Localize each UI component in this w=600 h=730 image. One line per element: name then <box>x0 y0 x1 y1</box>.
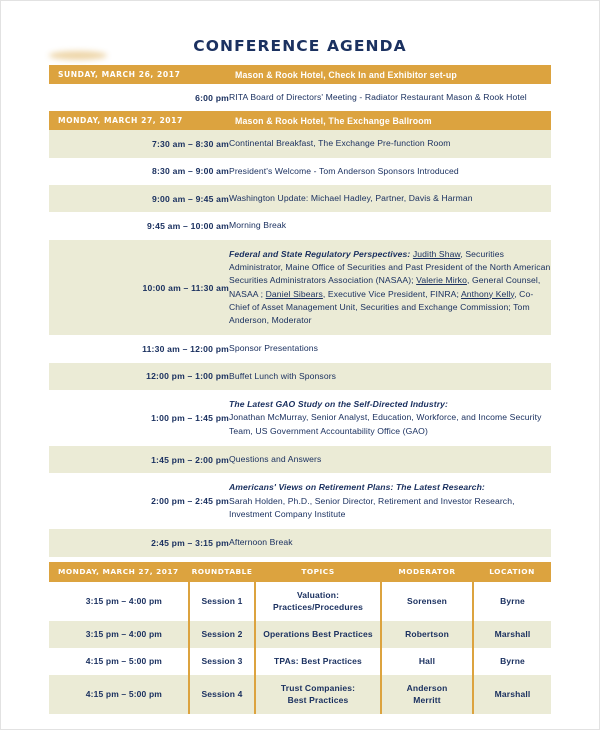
roundtable-session: Session 2 <box>189 621 255 648</box>
agenda-speaker-name: Anthony Kelly <box>460 288 515 299</box>
agenda-row-description: President's Welcome - Tom Anderson Sponsors Introduced <box>229 158 551 185</box>
agenda-row-time: 7:30 am – 8:30 am <box>49 130 229 157</box>
roundtable-session: Session 3 <box>189 648 255 675</box>
agenda-row-time: 6:00 pm <box>49 84 229 111</box>
agenda-row-time: 8:30 am – 9:00 am <box>49 158 229 185</box>
agenda-row-time: 1:45 pm – 2:00 pm <box>49 446 229 473</box>
agenda-row-description: RITA Board of Directors' Meeting - Radiator Restaurant Mason & Rook Hotel <box>229 84 551 111</box>
roundtable-moderator: Hall <box>381 648 473 675</box>
agenda-session-detail: , Executive Vice President, FINRA; <box>322 288 461 299</box>
table-row <box>49 648 551 675</box>
roundtable-time: 3:15 pm – 4:00 pm <box>49 621 189 648</box>
roundtable-topic: Valuation: Practices/Procedures <box>255 582 381 622</box>
roundtable-session: Session 4 <box>189 675 255 715</box>
roundtable-body <box>49 562 551 715</box>
agenda-day-band <box>49 111 551 130</box>
agenda-row-time: 2:45 pm – 3:15 pm <box>49 529 229 556</box>
table-row <box>49 582 551 622</box>
roundtable-column-header: ROUNDTABLE <box>189 562 255 582</box>
agenda-day-location: Mason & Rook Hotel, The Exchange Ballroom <box>229 111 551 130</box>
agenda-row-description: Washington Update: Michael Hadley, Partner, Davis & Harman <box>229 185 551 212</box>
roundtable-column-header: MODERATOR <box>381 562 473 582</box>
agenda-row <box>49 185 551 212</box>
agenda-row-description: Sponsor Presentations <box>229 335 551 362</box>
agenda-speaker-name: Judith Shaw <box>412 248 461 259</box>
roundtable-location: Byrne <box>473 648 551 675</box>
agenda-row-description <box>229 473 551 529</box>
agenda-session-detail: , General Counsel, NASAA ; <box>229 275 541 299</box>
agenda-speaker-name: Valerie Mirko <box>416 275 467 286</box>
page-title: CONFERENCE AGENDA <box>193 37 407 55</box>
agenda-session-detail: , Co-Chief of Asset Management Unit, Securities and Exchange Commission; Tom Anderson, Moderator <box>229 288 534 326</box>
roundtable-column-header: MONDAY, MARCH 27, 2017 <box>49 562 189 582</box>
roundtable-time: 4:15 pm – 5:00 pm <box>49 648 189 675</box>
agenda-row <box>49 212 551 239</box>
roundtable-table <box>49 562 551 715</box>
agenda-row-description <box>229 390 551 446</box>
agenda-row <box>49 446 551 473</box>
roundtable-location: Byrne <box>473 582 551 622</box>
agenda-speaker-name: Daniel Sibears <box>265 288 323 299</box>
agenda-day-date: SUNDAY, MARCH 26, 2017 <box>49 65 229 84</box>
agenda-session-detail: Jonathan McMurray, Senior Analyst, Education, Workforce, and Income Security Team, US Government Accountability Office (GAO) <box>229 412 542 436</box>
agenda-row <box>49 335 551 362</box>
agenda-row-description: Continental Breakfast, The Exchange Pre-function Room <box>229 130 551 157</box>
agenda-row <box>49 240 551 336</box>
roundtable-topic: Trust Companies: Best Practices <box>255 675 381 715</box>
agenda-row <box>49 363 551 390</box>
agenda-row-description: Afternoon Break <box>229 529 551 556</box>
roundtable-column-header: LOCATION <box>473 562 551 582</box>
agenda-row <box>49 390 551 446</box>
roundtable-topic: Operations Best Practices <box>255 621 381 648</box>
agenda-session-detail: , Securities Administrator, Maine Office of Securities and Past President of the North American Securities Administrators Association (NASAA); <box>229 248 551 286</box>
agenda-row <box>49 529 551 556</box>
agenda-row-description: Morning Break <box>229 212 551 239</box>
roundtable-moderator: Anderson Merritt <box>381 675 473 715</box>
agenda-day-band <box>49 65 551 84</box>
agenda-row <box>49 84 551 111</box>
title-section <box>1 1 599 65</box>
agenda-row <box>49 130 551 157</box>
agenda-row-time: 2:00 pm – 2:45 pm <box>49 473 229 529</box>
agenda-session-detail: Sarah Holden, Ph.D., Senior Director, Retirement and Investor Research, Investment Company Institute <box>229 495 515 519</box>
agenda-body <box>49 65 551 562</box>
agenda-session-heading: The Latest GAO Study on the Self-Directed Industry: <box>229 399 449 410</box>
roundtable-moderator: Robertson <box>381 621 473 648</box>
agenda-session-heading: Americans' Views on Retirement Plans: The Latest Research: <box>229 482 485 493</box>
agenda-row-description: Questions and Answers <box>229 446 551 473</box>
agenda-day-date: MONDAY, MARCH 27, 2017 <box>49 111 229 130</box>
agenda-table <box>49 65 551 562</box>
agenda-row-time: 1:00 pm – 1:45 pm <box>49 390 229 446</box>
agenda-sheet <box>1 1 599 729</box>
agenda-row-time: 10:00 am – 11:30 am <box>49 240 229 336</box>
roundtable-session: Session 1 <box>189 582 255 622</box>
agenda-row-time: 12:00 pm – 1:00 pm <box>49 363 229 390</box>
roundtable-time: 3:15 pm – 4:00 pm <box>49 582 189 622</box>
agenda-row-time: 9:45 am – 10:00 am <box>49 212 229 239</box>
agenda-session-heading: Federal and State Regulatory Perspectives: <box>229 248 411 259</box>
roundtable-column-header: TOPICS <box>255 562 381 582</box>
table-row <box>49 675 551 715</box>
agenda-row <box>49 473 551 529</box>
agenda-day-location: Mason & Rook Hotel, Check In and Exhibitor set-up <box>229 65 551 84</box>
agenda-row <box>49 158 551 185</box>
agenda-row-time: 11:30 am – 12:00 pm <box>49 335 229 362</box>
agenda-row-description <box>229 240 551 336</box>
table-row <box>49 621 551 648</box>
roundtable-topic: TPAs: Best Practices <box>255 648 381 675</box>
agenda-row-description: Buffet Lunch with Sponsors <box>229 363 551 390</box>
roundtable-location: Marshall <box>473 621 551 648</box>
roundtable-header-row <box>49 562 551 582</box>
decorative-smudge-mark <box>49 51 107 60</box>
roundtable-location: Marshall <box>473 675 551 715</box>
roundtable-time: 4:15 pm – 5:00 pm <box>49 675 189 715</box>
roundtable-moderator: Sorensen <box>381 582 473 622</box>
agenda-row-time: 9:00 am – 9:45 am <box>49 185 229 212</box>
